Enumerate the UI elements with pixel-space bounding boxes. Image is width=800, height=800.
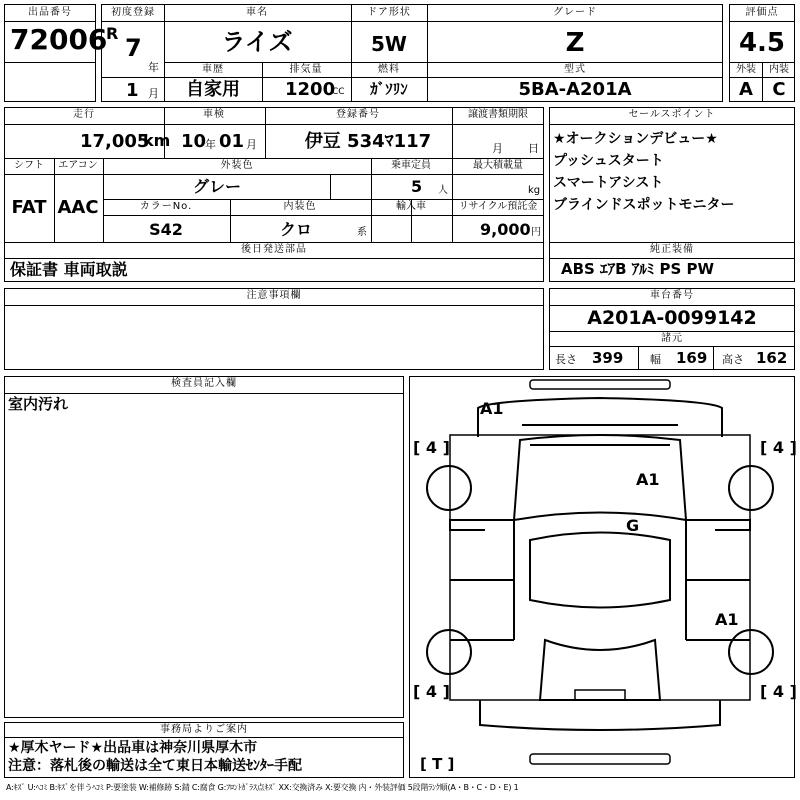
chassis-label: 車台番号 — [650, 290, 694, 301]
mileage-label: 走行 — [73, 109, 95, 120]
import-label: 輸入車 — [396, 201, 426, 212]
recycle-unit: 円 — [531, 227, 541, 238]
door-label: ドア形状 — [367, 7, 411, 18]
office-line1: ★厚木ヤード★出品車は神奈川県厚木市 — [8, 740, 258, 756]
tire-rr: [ 4 ] — [760, 682, 797, 701]
capacity: 5 — [411, 177, 423, 196]
displacement-label: 排気量 — [289, 64, 323, 75]
exterior-label: 外装 — [736, 64, 756, 75]
selling-point: スマートアシスト — [553, 175, 664, 191]
int-color-label: 内装色 — [283, 201, 317, 212]
ext-color-label: 外装色 — [220, 160, 254, 171]
lot-label: 出品番号 — [28, 7, 72, 18]
width-label: 幅 — [650, 353, 661, 366]
transfer-label: 譲渡書類期限 — [468, 109, 528, 120]
specs-label: 諸元 — [661, 333, 683, 344]
tire-fl: [ 4 ] — [413, 438, 450, 457]
history: 自家用 — [186, 79, 240, 100]
ext-color: グレー — [192, 177, 242, 196]
chassis-number: A201A-0099142 — [587, 307, 757, 329]
first-reg-month: 1 — [126, 80, 139, 101]
grade-label: グレード — [553, 7, 597, 18]
car-name: ライズ — [221, 28, 293, 56]
selling-point: ブラインドスポットモニター — [553, 197, 735, 213]
later-parts-label: 後日発送部品 — [241, 244, 307, 255]
lot-number: 72006 — [10, 23, 108, 56]
notes-label: 注意事項欄 — [246, 290, 302, 301]
year-unit: 年 — [148, 61, 159, 74]
int-color-unit: 系 — [357, 227, 367, 238]
damage-mark-front: A1 — [480, 399, 504, 418]
selling-point: ★オークションデビュー★ — [553, 131, 718, 147]
first-reg-era: R — [106, 24, 119, 43]
t-box: [ T ] — [420, 755, 455, 773]
height-value: 162 — [756, 349, 788, 367]
color-no-label: カラーNo. — [139, 201, 193, 212]
inspection-label: 車検 — [203, 109, 225, 120]
equipment-label: 純正装備 — [650, 244, 694, 255]
color-no: S42 — [149, 220, 183, 239]
interior-label: 内装 — [769, 64, 789, 75]
width-value: 169 — [676, 349, 708, 367]
damage-mark-glass: G — [626, 516, 640, 535]
inspection-year-unit: 年 — [205, 138, 216, 151]
inspector-label: 検査員記入欄 — [171, 378, 237, 389]
inspection-month: 01 — [219, 131, 245, 152]
month-unit: 月 — [148, 87, 159, 100]
model-label: 型式 — [564, 64, 586, 75]
history-label: 車歴 — [202, 64, 224, 75]
displacement: 1200 — [285, 79, 336, 100]
interior-grade: C — [772, 79, 786, 100]
score-label: 評価点 — [745, 7, 779, 18]
length-value: 399 — [592, 349, 624, 367]
cc-unit: CC — [332, 87, 345, 97]
recycle-fee: 9,000 — [480, 220, 531, 239]
aircon: AAC — [57, 197, 99, 218]
exterior-grade: A — [739, 79, 753, 100]
damage-mark-hood: A1 — [636, 470, 660, 489]
inspector-comment: 室内汚れ — [8, 395, 69, 413]
mileage: 17,005 — [80, 131, 150, 152]
capacity-unit: 人 — [438, 185, 448, 196]
selling-points-label: セールスポイント — [628, 109, 716, 120]
fuel-label: 燃料 — [378, 64, 400, 75]
later-parts: 保証書 車両取説 — [10, 260, 128, 279]
capacity-label: 乗車定員 — [391, 160, 431, 171]
score: 4.5 — [738, 28, 786, 58]
transfer-day-unit: 日 — [528, 142, 539, 155]
tire-fr: [ 4 ] — [760, 438, 797, 457]
height-label: 高さ — [722, 353, 744, 366]
transfer-month-unit: 月 — [492, 142, 503, 155]
office-label: 事務局よりご案内 — [160, 724, 248, 735]
first-reg-year: 7 — [125, 34, 142, 62]
legend: A:ｷｽﾞ U:ﾍｺﾐ B:ｷｽﾞを伴うﾍｺﾐ P:要塗装 W:補修跡 S:錆 C:腐食 G:ﾌﾛﾝﾄｶﾞﾗｽ点ｷｽﾞ XX:交換済み X:要交換 内・外装評価 5段階ﾗﾝｸ順(A・B・C・D・E) 1 — [6, 783, 519, 792]
int-color: クロ — [279, 220, 313, 239]
inspection-year: 10 — [181, 131, 207, 152]
door-type: 5W — [371, 32, 407, 56]
first-reg-label: 初度登録 — [111, 7, 155, 18]
shift-label: シフト — [14, 160, 44, 171]
equipment: ABS ｴｱB ｱﾙﾐ PS PW — [561, 260, 715, 278]
fuel: ｶﾞｿﾘﾝ — [370, 80, 408, 98]
km-unit: km — [143, 131, 171, 150]
max-load-unit: kg — [528, 185, 541, 196]
shift: FAT — [11, 197, 47, 218]
damage-mark-rear-right: A1 — [715, 610, 739, 629]
plate-number: 伊豆 534ﾏ117 — [304, 131, 432, 152]
office-line2: 注意：落札後の輸送は全て東日本輸送ｾﾝﾀｰ手配 — [8, 758, 302, 774]
grade: Z — [565, 28, 585, 58]
tire-rl: [ 4 ] — [413, 682, 450, 701]
recycle-label: リサイクル預託金 — [458, 201, 538, 212]
length-label: 長さ — [555, 353, 577, 366]
inspection-month-unit: 月 — [246, 138, 257, 151]
max-load-label: 最大積載量 — [473, 160, 523, 171]
aircon-label: エアコン — [58, 160, 98, 171]
selling-point: プッシュスタート — [553, 153, 664, 169]
car-name-label: 車名 — [246, 7, 268, 18]
model-code: 5BA-A201A — [518, 79, 632, 100]
plate-label: 登録番号 — [336, 109, 380, 120]
